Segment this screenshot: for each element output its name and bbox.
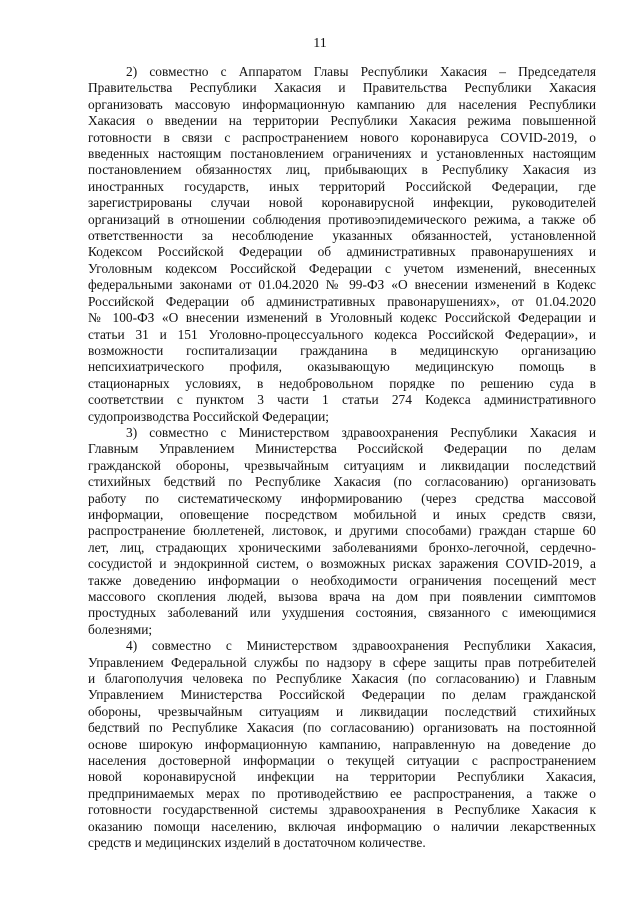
text-line: Уголовным кодексом Российской Федерации с учетом изменений, внесенных xyxy=(88,260,596,276)
text-line: Российской Федерации об административных правонарушениях», от 01.04.2020 xyxy=(88,293,596,309)
text-line: стационарных условиях, в недобровольном порядке по решению суда в xyxy=(88,375,596,391)
text-line: готовности в связи с распространением нового коронавируса COVID-2019, о xyxy=(88,129,596,145)
page-number: 11 xyxy=(313,36,327,51)
text-line: населения достоверной информации о текущей ситуации с распространением xyxy=(88,753,596,769)
text-line: № 100-ФЗ «О внесении изменений в Уголовный кодекс Российской Федерации и xyxy=(88,310,596,326)
text-line: предпринимаемых мерах по противодействию ее распространения, а также о xyxy=(88,785,596,801)
text-line: введенных настоящим постановлением ограничениях и установленных настоящим xyxy=(88,146,596,162)
text-line: бедствий по Республике Хакасия (по согласованию) организовать на постоянной xyxy=(88,720,596,736)
text-line: основе широкую информационную кампанию, направленную на доведение до xyxy=(88,736,596,752)
paragraph xyxy=(88,425,596,638)
text-line: организаций в отношении соблюдения противоэпидемического режима, а также об xyxy=(88,211,596,227)
text-line: постановлением обязанностях лиц, прибывающих в Республику Хакасия из xyxy=(88,162,596,178)
text-line: Кодексом Российской Федерации об административных правонарушениях и xyxy=(88,244,596,260)
text-line: средств и медицинских изделий в достаточном количестве. xyxy=(88,835,426,851)
text-line: организовать массовую информационную кампанию для населения Республики xyxy=(88,96,596,112)
text-line: Управлением Федеральной службы по надзору в сфере защиты прав потребителей xyxy=(88,654,596,670)
text-line: статьи 31 и 151 Уголовно-процессуального кодекса Российской Федерации», и xyxy=(88,326,596,342)
text-line: непсихиатрического профиля, оказывающую медицинскую помощь в xyxy=(88,359,596,375)
text-line: и благополучия человека по Республике Хакасия (по согласованию) и Главным xyxy=(88,671,596,687)
text-line: массового скопления людей, вызова врача на дом при появлении симптомов xyxy=(88,589,596,604)
text-line: Управлением Министерства Российской Федерации по делам гражданской xyxy=(88,687,596,703)
text-line: 2) совместно с Аппаратом Главы Республики Хакасия – Председателя xyxy=(126,64,596,79)
text-line: работу по систематическому информированию (через средства массовой xyxy=(88,490,596,506)
text-line: судопроизводства Российской Федерации; xyxy=(88,408,330,424)
text-line: болезнями; xyxy=(88,621,153,637)
paragraph xyxy=(88,638,596,851)
text-line: гражданской обороны, чрезвычайным ситуациям и ликвидации последствий xyxy=(88,457,596,473)
text-line: зарегистрированы случаи новой коронавирусной инфекции, руководителей xyxy=(88,195,596,211)
text-line: Главным Управлением Министерства Российской Федерации по делам xyxy=(88,441,596,457)
text-line: оказанию помощи населению, включая информацию о наличии лекарственных xyxy=(88,818,596,834)
text-line: возможности госпитализации гражданина в медицинскую организацию xyxy=(88,342,596,358)
text-line: Правительства Республики Хакасия и Правительства Республики Хакасия xyxy=(88,80,596,96)
text-line: сосудистой и эндокринной систем, о возможных рисках заражения COVID-2019, а xyxy=(88,556,596,572)
text-line: лет, лиц, страдающих хроническими заболеваниями бронхо-легочной, сердечно- xyxy=(88,539,596,555)
text-line: стихийных бедствий по Республике Хакасия (по согласованию) организовать xyxy=(88,474,596,490)
paragraph xyxy=(88,64,596,425)
text-line: иностранных государств, иных территорий Российской Федерации, где xyxy=(88,178,596,194)
text-line: соответствии с пунктом 3 части 1 статьи 274 Кодекса административного xyxy=(88,392,596,408)
text-line: распространение бюллетеней, листовок, и другими способами) граждан старше 60 xyxy=(88,523,596,539)
text-line: 3) совместно с Министерством здравоохранения Республики Хакасия и xyxy=(126,424,596,440)
text-line: обороны, чрезвычайным ситуациям и ликвидации последствий стихийных xyxy=(88,703,596,719)
text-line: простудных заболеваний или ухудшения состояния, связанного с имеющимися xyxy=(88,605,596,621)
text-line: новой коронавирусной инфекции на территории Республики Хакасия, xyxy=(88,769,596,785)
text-line: готовности государственной системы здравоохранения в Республике Хакасия к xyxy=(88,802,596,818)
text-line: Хакасия о введении на территории Республики Хакасия режима повышенной xyxy=(88,113,596,129)
text-line: информации, оповещение посредством мобильной и иных средств связи, xyxy=(88,506,596,522)
text-line: 4) совместно с Министерством здравоохранения Республики Хакасия, xyxy=(126,638,596,654)
document-body xyxy=(88,64,596,852)
text-line: федеральными законами от 01.04.2020 № 99-ФЗ «О внесении изменений в Кодекс xyxy=(88,277,596,293)
text-line: также доведению информации о необходимости ограничения посещений мест xyxy=(88,572,596,588)
text-line: ответственности за несоблюдение указанных обязанностей, установленной xyxy=(88,228,596,244)
